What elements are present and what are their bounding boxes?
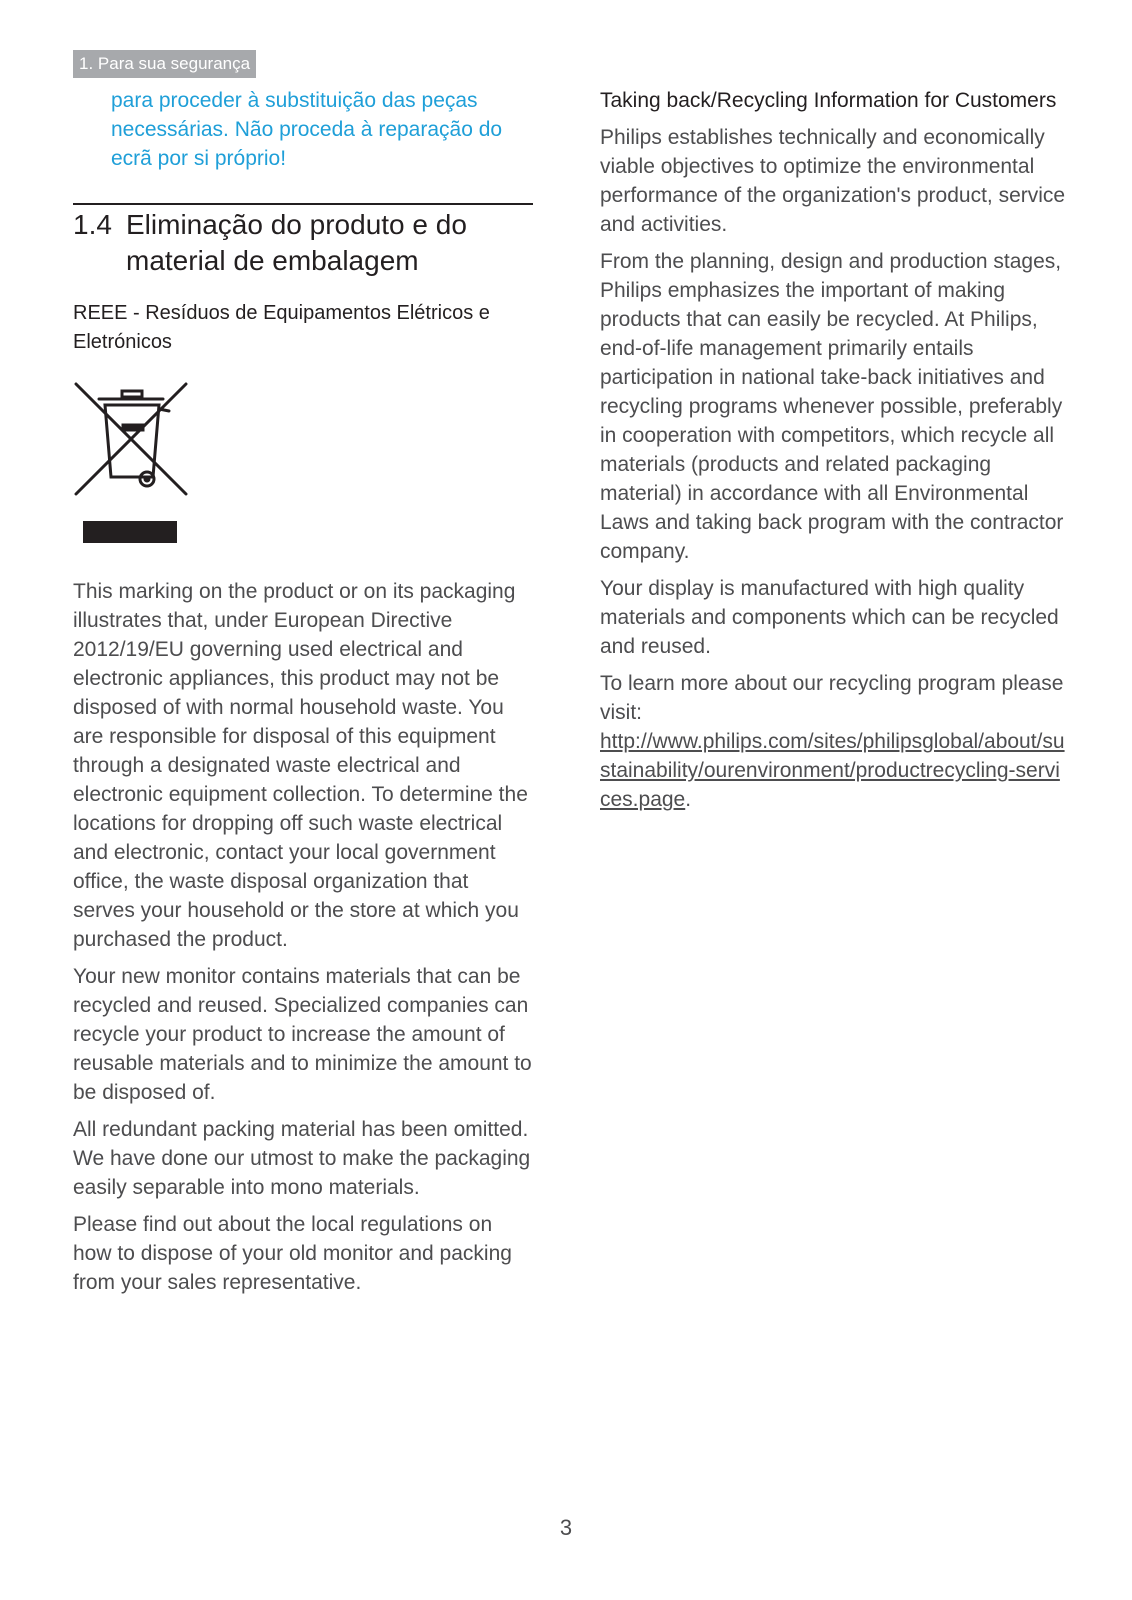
paragraph: All redundant packing material has been omitted. We have done our utmost to make the packaging easily separable into mono materials. <box>73 1118 531 1199</box>
link-suffix: . <box>685 788 692 811</box>
paragraph: From the planning, design and production stages, Philips emphasizes the important of making products that can easily be recycled. At Philips, end-of-life management primarily entails participation in national take-back initiatives and recycling programs whenever possible, preferably in cooperation with competitors, which recycle all materials (products and related packaging material) in accordance with all Environmental Laws and taking back program with the contractor company. <box>600 250 1064 563</box>
recycling-program-link[interactable]: http://www.philips.com/sites/philipsglobal/about/sustainability/ourenvironment/productrecycling-services.page <box>600 730 1065 811</box>
left-column <box>73 86 533 1305</box>
page-number: 3 <box>559 1515 573 1540</box>
crossed-out-wheelie-bin-icon <box>73 381 191 547</box>
safety-continuation-text: para proceder à substituição das peças necessárias. Não proceda à reparação do ecrã por si próprio! <box>111 89 503 170</box>
section-title: Eliminação do produto e do material de embalagem <box>126 209 467 276</box>
paragraph: Your display is manufactured with high quality materials and components which can be recycled and reused. <box>600 577 1059 658</box>
paragraph: This marking on the product or on its packaging illustrates that, under European Directive 2012/19/EU governing used electrical and electronic appliances, this product may not be disposed of with normal household waste. You are responsible for disposal of this equipment through a designated waste electrical and electronic equipment collection. To determine the locations for dropping off such waste electrical and electronic, contact your local government office, the waste disposal organization that serves your household or the store at which you purchased the product. <box>73 580 528 951</box>
learn-more-paragraph <box>600 669 1070 814</box>
paragraph: Please find out about the local regulations on how to dispose of your old monitor and packing from your sales representative. <box>73 1213 512 1294</box>
section-heading <box>73 207 533 279</box>
weee-paragraphs <box>73 577 533 1297</box>
section-divider <box>73 203 533 205</box>
section-number: 1.4 <box>73 209 112 240</box>
learn-more-text: To learn more about our recycling program please visit: <box>600 672 1064 724</box>
recycling-heading: Taking back/Recycling Information for Customers <box>600 89 1057 112</box>
weee-subheading: REEE - Resíduos de Equipamentos Elétricos e Eletrónicos <box>73 302 490 353</box>
paragraph: Your new monitor contains materials that can be recycled and reused. Specialized companies can recycle your product to increase the amount of reusable materials and to minimize the amount to be disposed of. <box>73 965 532 1104</box>
chapter-tab: 1. Para sua segurança <box>73 50 256 78</box>
right-column <box>600 86 1070 822</box>
paragraph: Philips establishes technically and economically viable objectives to optimize the environmental performance of the organization's product, service and activities. <box>600 126 1066 236</box>
